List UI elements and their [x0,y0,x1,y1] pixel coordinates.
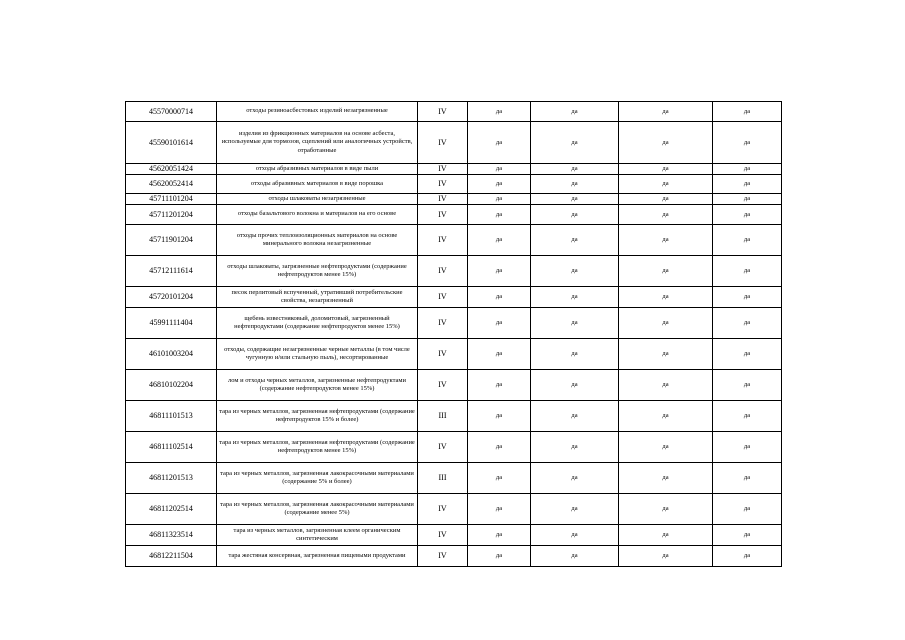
table-row [126,205,782,225]
table-row [126,463,782,494]
flag-cell-3: да [619,194,713,205]
waste-name-cell: изделия из фрикционных материалов на основе асбеста, используемые для тормозов, сцеплений или аналогичных устройств, отработанные [217,122,418,164]
flag-cell-1: да [468,339,531,370]
flag-cell-1: да [468,525,531,546]
waste-name-cell: отходы абразивных материалов в виде пыли [217,164,418,175]
flag-cell-2: да [531,339,619,370]
waste-name-cell: песок перлитовый вспученный, утративший потребительские свойства, незагрязненный [217,287,418,308]
flag-cell-4: да [713,546,782,567]
hazard-class-cell: IV [418,225,468,256]
flag-cell-3: да [619,175,713,194]
flag-cell-1: да [468,102,531,122]
flag-cell-3: да [619,463,713,494]
waste-code-cell: 45620052414 [126,175,217,194]
hazard-class-cell: IV [418,546,468,567]
flag-cell-2: да [531,102,619,122]
flag-cell-3: да [619,102,713,122]
waste-code-cell: 46812211504 [126,546,217,567]
flag-cell-3: да [619,401,713,432]
hazard-class-cell: IV [418,525,468,546]
flag-cell-3: да [619,205,713,225]
table-row [126,194,782,205]
table-row [126,164,782,175]
table-row [126,525,782,546]
waste-code-cell: 45711901204 [126,225,217,256]
table-row [126,432,782,463]
flag-cell-2: да [531,525,619,546]
waste-name-cell: тара из черных металлов, загрязненная нефтепродуктами (содержание нефтепродуктов 15% и более) [217,401,418,432]
flag-cell-2: да [531,122,619,164]
flag-cell-1: да [468,287,531,308]
flag-cell-4: да [713,205,782,225]
waste-name-cell: отходы, содержащие незагрязненные черные металлы (в том числе чугунную и/или стальную пыль), несортированные [217,339,418,370]
flag-cell-2: да [531,432,619,463]
flag-cell-3: да [619,256,713,287]
waste-code-cell: 45712111614 [126,256,217,287]
flag-cell-3: да [619,546,713,567]
flag-cell-2: да [531,164,619,175]
flag-cell-1: да [468,205,531,225]
flag-cell-3: да [619,164,713,175]
flag-cell-4: да [713,164,782,175]
hazard-class-cell: IV [418,102,468,122]
table-row [126,287,782,308]
waste-name-cell: отходы прочих теплоизоляционных материалов на основе минерального волокна незагрязненные [217,225,418,256]
table-row [126,102,782,122]
flag-cell-4: да [713,256,782,287]
waste-code-cell: 45570000714 [126,102,217,122]
waste-name-cell: отходы шлаковаты, загрязненные нефтепродуктами (содержание нефтепродуктов менее 15%) [217,256,418,287]
waste-name-cell: отходы базальтового волокна и материалов на его основе [217,205,418,225]
flag-cell-3: да [619,432,713,463]
table-row [126,225,782,256]
waste-code-cell: 45590101614 [126,122,217,164]
hazard-class-cell: IV [418,370,468,401]
flag-cell-3: да [619,122,713,164]
waste-name-cell: тара из черных металлов, загрязненная лакокрасочными материалами (содержание 5% и более) [217,463,418,494]
table-row [126,494,782,525]
flag-cell-3: да [619,339,713,370]
flag-cell-2: да [531,175,619,194]
flag-cell-4: да [713,494,782,525]
flag-cell-3: да [619,225,713,256]
flag-cell-2: да [531,494,619,525]
flag-cell-2: да [531,205,619,225]
hazard-class-cell: III [418,401,468,432]
flag-cell-4: да [713,122,782,164]
flag-cell-1: да [468,225,531,256]
flag-cell-1: да [468,494,531,525]
table-body [126,102,782,567]
flag-cell-4: да [713,194,782,205]
hazard-class-cell: IV [418,432,468,463]
flag-cell-2: да [531,463,619,494]
flag-cell-2: да [531,194,619,205]
waste-classification-table [125,101,782,567]
flag-cell-3: да [619,525,713,546]
waste-code-cell: 46810102204 [126,370,217,401]
flag-cell-2: да [531,287,619,308]
flag-cell-2: да [531,546,619,567]
waste-name-cell: лом и отходы черных металлов, загрязненные нефтепродуктами (содержание нефтепродуктов менее 15%) [217,370,418,401]
waste-name-cell: отходы шлаковаты незагрязненные [217,194,418,205]
hazard-class-cell: IV [418,256,468,287]
table-row [126,401,782,432]
waste-code-cell: 46811102514 [126,432,217,463]
hazard-class-cell: IV [418,122,468,164]
waste-code-cell: 45991111404 [126,308,217,339]
flag-cell-1: да [468,401,531,432]
waste-code-cell: 46811323514 [126,525,217,546]
flag-cell-3: да [619,308,713,339]
flag-cell-4: да [713,463,782,494]
flag-cell-4: да [713,339,782,370]
flag-cell-2: да [531,401,619,432]
flag-cell-2: да [531,370,619,401]
waste-code-cell: 45720101204 [126,287,217,308]
table-row [126,370,782,401]
waste-code-cell: 45620051424 [126,164,217,175]
flag-cell-1: да [468,122,531,164]
flag-cell-1: да [468,308,531,339]
table-row [126,308,782,339]
flag-cell-1: да [468,164,531,175]
flag-cell-4: да [713,401,782,432]
hazard-class-cell: IV [418,194,468,205]
hazard-class-cell: IV [418,205,468,225]
waste-name-cell: тара жестяная консервная, загрязненная пищевыми продуктами [217,546,418,567]
hazard-class-cell: IV [418,494,468,525]
hazard-class-cell: III [418,463,468,494]
waste-code-cell: 46101003204 [126,339,217,370]
flag-cell-4: да [713,225,782,256]
flag-cell-4: да [713,432,782,463]
flag-cell-2: да [531,256,619,287]
waste-name-cell: тара из черных металлов, загрязненная лакокрасочными материалами (содержание менее 5%) [217,494,418,525]
flag-cell-3: да [619,287,713,308]
flag-cell-1: да [468,175,531,194]
flag-cell-1: да [468,194,531,205]
flag-cell-1: да [468,370,531,401]
table-row [126,546,782,567]
waste-name-cell: тара из черных металлов, загрязненная клеем органическим синтетическим [217,525,418,546]
waste-code-cell: 46811202514 [126,494,217,525]
hazard-class-cell: IV [418,339,468,370]
flag-cell-1: да [468,256,531,287]
flag-cell-1: да [468,546,531,567]
hazard-class-cell: IV [418,308,468,339]
waste-code-cell: 46811101513 [126,401,217,432]
waste-name-cell: отходы абразивных материалов в виде порошка [217,175,418,194]
waste-code-cell: 46811201513 [126,463,217,494]
flag-cell-4: да [713,287,782,308]
flag-cell-3: да [619,494,713,525]
flag-cell-4: да [713,370,782,401]
table-row [126,256,782,287]
flag-cell-1: да [468,432,531,463]
hazard-class-cell: IV [418,287,468,308]
table-row [126,122,782,164]
hazard-class-cell: IV [418,175,468,194]
flag-cell-4: да [713,525,782,546]
flag-cell-4: да [713,102,782,122]
waste-name-cell: щебень известняковый, доломитовый, загрязненный нефтепродуктами (содержание нефтепродуктов менее 15%) [217,308,418,339]
waste-code-cell: 45711201204 [126,205,217,225]
flag-cell-4: да [713,175,782,194]
flag-cell-2: да [531,308,619,339]
table-row [126,175,782,194]
flag-cell-3: да [619,370,713,401]
waste-name-cell: отходы резиноасбестовых изделий незагрязненные [217,102,418,122]
table-row [126,339,782,370]
waste-name-cell: тара из черных металлов, загрязненная нефтепродуктами (содержание нефтепродуктов менее 15%) [217,432,418,463]
flag-cell-2: да [531,225,619,256]
waste-code-cell: 45711101204 [126,194,217,205]
hazard-class-cell: IV [418,164,468,175]
flag-cell-4: да [713,308,782,339]
flag-cell-1: да [468,463,531,494]
